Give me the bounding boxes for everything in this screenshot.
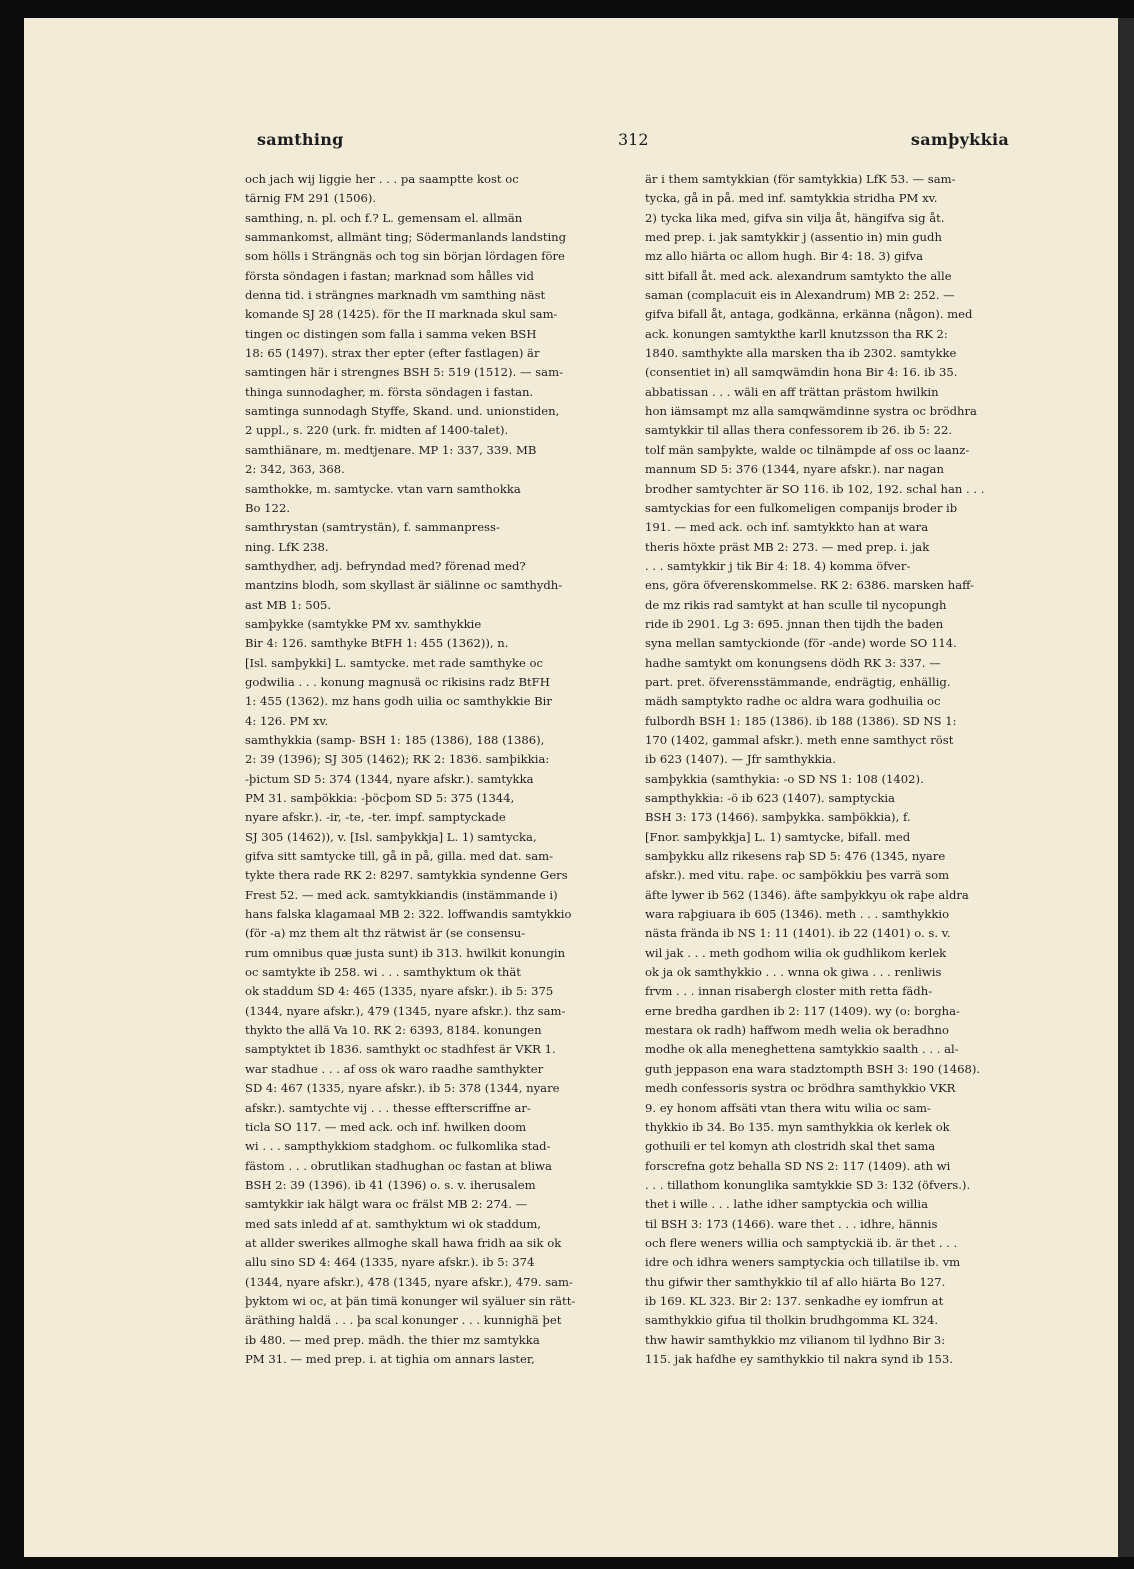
- text-line: wara raþgiuara ib 605 (1346). meth . . . samthykkio: [645, 907, 950, 922]
- text-line: samthydher, adj. befryndad med? förenad med?: [245, 558, 526, 573]
- text-line: tolf män samþykte, walde oc tilnämpde af oss oc laanz-: [645, 442, 970, 457]
- text-line: ticla SO 117. — med ack. och inf. hwilken doom: [245, 1119, 527, 1134]
- text-line: och jach wij liggie her . . . pa saamptte kost oc: [245, 172, 519, 186]
- text-line: ast MB 1: 505.: [245, 597, 332, 612]
- text-line: hadhe samtykt om konungsens dödh RK 3: 337. —: [645, 655, 941, 670]
- text-line: med prep. i. jak samtykkir j (assentio in) min gudh: [645, 230, 942, 245]
- text-line: 170 (1402, gammal afskr.). meth enne samthyct röst: [645, 732, 954, 747]
- text-line: godwilia . . . konung magnusä oc rikisins radz BtFH: [245, 674, 550, 689]
- text-line: . . . tillathom konunglika samtykkie SD 3: 132 (öfvers.).: [645, 1177, 971, 1192]
- text-line: thykto the allä Va 10. RK 2: 6393, 8184. konungen: [245, 1023, 542, 1038]
- text-line: (1344, nyare afskr.), 478 (1345, nyare afskr.), 479. sam-: [245, 1274, 573, 1289]
- text-line: ride ib 2901. Lg 3: 695. jnnan then tijdh the baden: [645, 616, 944, 631]
- text-line: SD 4: 467 (1335, nyare afskr.). ib 5: 378 (1344, nyare: [245, 1081, 560, 1096]
- text-line: och flere weners willia och samptyckiä ib. är thet . . .: [645, 1235, 958, 1250]
- page-edge: [1118, 18, 1134, 1557]
- text-line: [Isl. samþykki] L. samtycke. met rade samthyke oc: [245, 655, 544, 670]
- text-line: (consentiet in) all samqwämdin hona Bir 4: 16. ib 35.: [645, 365, 958, 380]
- text-line: tycka, gå in på. med inf. samtykkia stridha PM xv.: [645, 191, 938, 206]
- right-column: [645, 170, 1023, 1369]
- text-line: fulbordh BSH 1: 185 (1386). ib 188 (1386). SD NS 1:: [645, 713, 957, 728]
- text-line: sampthykkia: -ö ib 623 (1407). samptyckia: [645, 791, 895, 805]
- text-line: 4: 126. PM xv.: [245, 713, 329, 728]
- text-line: afskr.). med vitu. raþe. oc samþökkiu þes varrä som: [645, 868, 950, 883]
- text-line: 2) tycka lika med, gifva sin vilja åt, hängifva sig åt.: [645, 210, 945, 225]
- text-line: samthokke, m. samtycke. vtan varn samthokka: [245, 481, 521, 496]
- text-line: samþykku allz rikesens raþ SD 5: 476 (1345, nyare: [645, 849, 946, 864]
- text-line: 1: 455 (1362). mz hans godh uilia oc samthykkie Bir: [245, 694, 552, 709]
- text-line: första söndagen i fastan; marknad som hålles vid: [245, 268, 534, 283]
- text-line: BSH 2: 39 (1396). ib 41 (1396) o. s. v. iherusalem: [245, 1177, 536, 1192]
- text-line: Bir 4: 126. samthyke BtFH 1: 455 (1362)), n.: [245, 636, 509, 651]
- text-line: som hölls i Strängnäs och tog sin början lördagen före: [245, 249, 565, 264]
- text-line: tykte thera rade RK 2: 8297. samtykkia syndenne Gers: [245, 868, 568, 883]
- text-line: til BSH 3: 173 (1466). ware thet . . . idhre, hännis: [645, 1216, 938, 1231]
- text-line: ib 623 (1407). — Jfr samthykkia.: [645, 752, 836, 767]
- text-line: 1840. samthykte alla marsken tha ib 2302. samtykke: [645, 346, 957, 361]
- text-line: hon iämsampt mz alla samqwämdinne systra oc brödhra: [645, 404, 977, 419]
- text-line: allu sino SD 4: 464 (1335, nyare afskr.). ib 5: 374: [245, 1255, 535, 1270]
- text-line: (1344, nyare afskr.), 479 (1345, nyare afskr.). thz sam-: [245, 1003, 566, 1018]
- text-line: þyktom wi oc, at þän timä konunger wil syäluer sin rätt-: [245, 1293, 576, 1308]
- text-line: gifva sitt samtycke till, gå in på, gilla. med dat. sam-: [245, 849, 554, 864]
- text-line: ning. LfK 238.: [245, 539, 329, 554]
- text-line: ib 169. KL 323. Bir 2: 137. senkadhe ey iomfrun at: [645, 1293, 944, 1308]
- text-line: PM 31. — med prep. i. at tighia om annars laster,: [245, 1351, 535, 1366]
- text-line: samtykkir til allas thera confessorem ib 26. ib 5: 22.: [645, 423, 953, 438]
- text-line: part. pret. öfverensstämmande, endrägtig, enhällig.: [645, 674, 951, 689]
- text-line: [Fnor. samþykkja] L. 1) samtycke, bifall. med: [645, 829, 911, 844]
- text-line: PM 31. samþökkia: -þöcþom SD 5: 375 (1344,: [245, 791, 515, 805]
- text-line: samþykke (samtykke PM xv. samthykkie: [245, 616, 482, 631]
- text-line: ok ja ok samthykkio . . . wnna ok giwa . . . renliwis: [645, 965, 942, 980]
- text-line: samtykkir iak hälgt wara oc frälst MB 2: 274. —: [245, 1197, 528, 1212]
- text-line: thw hawir samthykkio mz vilianom til lydhno Bir 3:: [645, 1332, 946, 1347]
- text-line: tärnig FM 291 (1506).: [245, 191, 377, 206]
- text-line: at allder swerikes allmoghe skall hawa fridh aa sik ok: [245, 1235, 562, 1250]
- text-line: mädh samptykto radhe oc aldra wara godhuilia oc: [645, 694, 941, 709]
- text-line: (för -a) mz them alt thz rätwist är (se consensu-: [245, 926, 526, 941]
- text-line: tingen oc distingen som falla i samma veken BSH: [245, 326, 537, 341]
- text-line: samthykkio gifua til tholkin brudhgomma KL 324.: [645, 1313, 939, 1328]
- text-line: samþykkia (samthykia: -o SD NS 1: 108 (1402).: [645, 771, 924, 786]
- page-header: [0, 130, 1134, 160]
- text-line: samptyktet ib 1836. samthykt oc stadhfest är VKR 1.: [245, 1042, 556, 1057]
- text-line: wil jak . . . meth godhom wilia ok gudhlikom kerlek: [645, 945, 947, 960]
- text-line: nyare afskr.). -ir, -te, -ter. impf. samptyckade: [245, 810, 506, 825]
- text-line: war stadhue . . . af oss ok waro raadhe samthykter: [245, 1061, 544, 1076]
- text-line: hans falska klagamaal MB 2: 322. loffwandis samtykkio: [245, 907, 572, 922]
- text-line: 2: 342, 363, 368.: [245, 462, 345, 477]
- text-line: mz allo hiärta oc allom hugh. Bir 4: 18. 3) gifva: [645, 249, 924, 264]
- text-line: frvm . . . innan risabergh closter mith retta fädh-: [645, 984, 933, 999]
- text-line: sammankomst, allmänt ting; Södermanlands landsting: [245, 230, 567, 245]
- text-line: brodher samtychter är SO 116. ib 102, 192. schal han . . .: [645, 481, 985, 496]
- text-line: 9. ey honom affsäti vtan thera witu wilia oc sam-: [645, 1100, 931, 1115]
- text-line: wi . . . sampthykkiom stadghom. oc fulkomlika stad-: [245, 1139, 551, 1154]
- text-line: komande SJ 28 (1425). för the II marknada skul sam-: [245, 307, 558, 322]
- text-line: äfte lywer ib 562 (1346). äfte samþykkyu ok raþe aldra: [645, 887, 969, 902]
- text-line: är i them samtykkian (för samtykkia) LfK 53. — sam-: [645, 172, 956, 186]
- text-line: thet i wille . . . lathe idher samptyckia och willia: [645, 1197, 929, 1212]
- text-line: afskr.). samtychte vij . . . thesse effterscriffne ar-: [245, 1100, 531, 1115]
- text-line: modhe ok alla meneghettena samtykkio saalth . . . al-: [645, 1042, 959, 1057]
- text-line: erne bredha gardhen ib 2: 117 (1409). wy (o: borgha-: [645, 1003, 960, 1018]
- text-line: äräthing haldä . . . þa scal konunger . . . kunnighä þet: [245, 1313, 562, 1328]
- header-left-word: samthing: [257, 130, 344, 149]
- text-line: mannum SD 5: 376 (1344, nyare afskr.). nar nagan: [645, 462, 944, 477]
- header-right-word: samþykkia: [910, 130, 1009, 149]
- text-line: gifva bifall åt, antaga, godkänna, erkänna (någon). med: [645, 307, 973, 322]
- page-number: 312: [618, 130, 649, 149]
- text-line: ib 480. — med prep. mädh. the thier mz samtykka: [245, 1332, 540, 1347]
- text-line: guth jeppason ena wara stadztompth BSH 3: 190 (1468).: [645, 1061, 981, 1076]
- text-line: forscrefna gotz behalla SD NS 2: 117 (1409). ath wi: [645, 1158, 951, 1173]
- text-line: SJ 305 (1462)), v. [Isl. samþykkja] L. 1) samtycka,: [245, 829, 537, 844]
- text-line: samthykkia (samp- BSH 1: 185 (1386), 188 (1386),: [245, 732, 545, 747]
- text-line: samtinga sunnodagh Styffe, Skand. und. unionstiden,: [245, 404, 560, 419]
- text-line: . . . samtykkir j tik Bir 4: 18. 4) komma öfver-: [645, 558, 911, 573]
- text-line: gothuili er tel komyn ath clostridh skal thet sama: [645, 1139, 936, 1154]
- text-line: mantzins blodh, som skyllast är siälinne oc samthydh-: [245, 578, 563, 593]
- text-line: 191. — med ack. och inf. samtykkto han at wara: [645, 520, 929, 535]
- text-line: Bo 122.: [245, 500, 290, 515]
- text-line: nästa frända ib NS 1: 11 (1401). ib 22 (1401) o. s. v.: [645, 926, 951, 941]
- text-line: 2: 39 (1396); SJ 305 (1462); RK 2: 1836. samþikkia:: [245, 752, 550, 767]
- text-line: Frest 52. — med ack. samtykkiandis (instämmande i): [245, 887, 558, 902]
- text-line: thinga sunnodagher, m. första söndagen i fastan.: [245, 384, 534, 399]
- text-line: de mz rikis rad samtykt at han sculle til nycopungh: [645, 597, 947, 612]
- text-line: oc samtykte ib 258. wi . . . samthyktum ok thät: [245, 965, 521, 980]
- text-line: samthiänare, m. medtjenare. MP 1: 337, 339. MB: [245, 442, 537, 457]
- text-line: ack. konungen samtykthe karll knutzsson tha RK 2:: [645, 326, 948, 341]
- text-line: 2 uppl., s. 220 (urk. fr. midten af 1400-talet).: [245, 423, 509, 438]
- text-line: samthrystan (samtrystän), f. sammanpress-: [245, 520, 500, 535]
- left-column: [245, 170, 623, 1369]
- text-line: rum omnibus quæ justa sunt) ib 313. hwilkit konungin: [245, 945, 566, 960]
- text-line: theris höxte präst MB 2: 273. — med prep. i. jak: [645, 539, 930, 554]
- text-line: idre och idhra weners samptyckia och tillatilse ib. vm: [645, 1255, 961, 1270]
- text-line: ens, göra öfverenskommelse. RK 2: 6386. marsken haff-: [645, 578, 974, 593]
- text-line: 18: 65 (1497). strax ther epter (efter fastlagen) är: [245, 346, 540, 361]
- text-line: denna tid. i strängnes marknadh vm samthing näst: [245, 288, 546, 303]
- text-line: medh confessoris systra oc brödhra samthykkio VKR: [645, 1081, 956, 1096]
- text-line: samtingen här i strengnes BSH 5: 519 (1512). — sam-: [245, 365, 564, 380]
- text-line: samtyckias for een fulkomeligen companijs broder ib: [645, 500, 958, 515]
- text-line: syna mellan samtyckionde (för -ande) worde SO 114.: [645, 636, 957, 651]
- text-line: -þictum SD 5: 374 (1344, nyare afskr.). samtykka: [245, 771, 534, 786]
- text-line: mestara ok radh) haffwom medh welia ok beradhno: [645, 1023, 949, 1038]
- text-line: abbatissan . . . wäli en aff trättan prästom hwilkin: [645, 384, 939, 399]
- text-line: med sats inledd af at. samthyktum wi ok staddum,: [245, 1216, 542, 1231]
- text-line: sitt bifall åt. med ack. alexandrum samtykto the alle: [645, 268, 952, 283]
- text-line: ok staddum SD 4: 465 (1335, nyare afskr.). ib 5: 375: [245, 984, 554, 999]
- text-line: samthing, n. pl. och f.? L. gemensam el. allmän: [245, 210, 523, 225]
- text-line: saman (complacuit eis in Alexandrum) MB 2: 252. —: [645, 288, 955, 303]
- text-line: thykkio ib 34. Bo 135. myn samthykkia ok kerlek ok: [645, 1119, 950, 1134]
- text-line: 115. jak hafdhe ey samthykkio til nakra synd ib 153.: [645, 1351, 953, 1366]
- text-line: fästom . . . obrutlikan stadhughan oc fastan at bliwa: [245, 1158, 552, 1173]
- text-line: thu gifwir ther samthykkio til af allo hiärta Bo 127.: [645, 1274, 946, 1289]
- text-line: BSH 3: 173 (1466). samþykka. samþökkia), f.: [645, 810, 911, 825]
